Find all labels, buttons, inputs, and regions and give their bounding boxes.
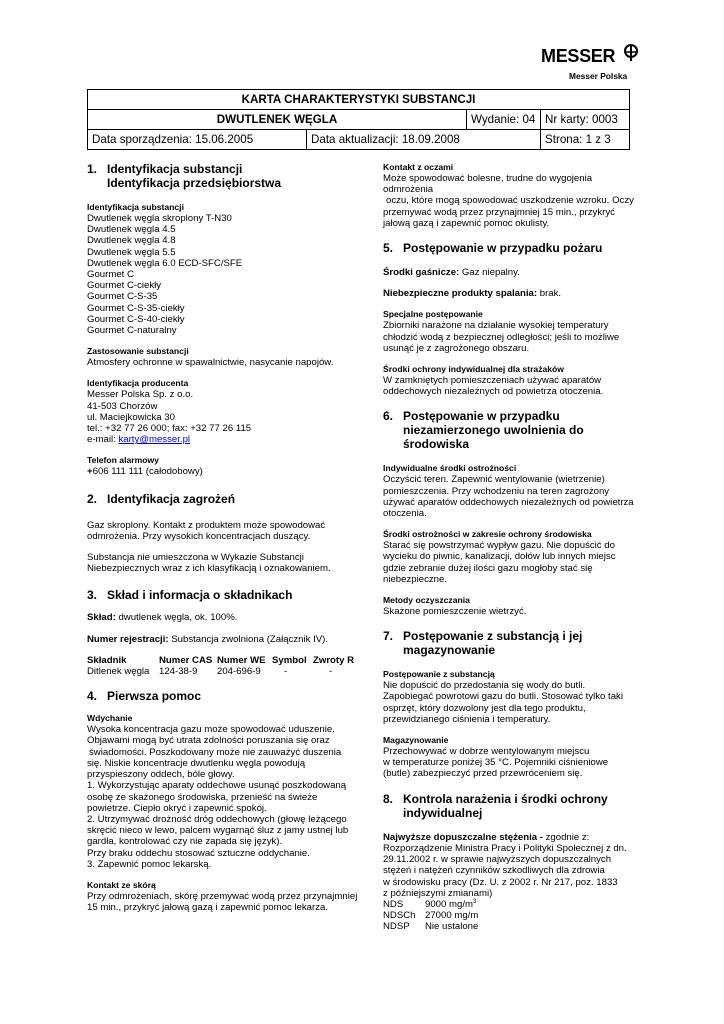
composition: Skład: dwutlenek węgla, ok. 100%. <box>87 612 238 624</box>
subheading: Zastosowanie substancji <box>87 346 189 357</box>
limit-row: NDSCh 27000 mg/m <box>383 910 479 922</box>
document-title: KARTA CHARAKTERYSTYKI SUBSTANCJI <box>88 90 630 110</box>
subheading: Identyfikacja producenta <box>87 378 189 389</box>
skin-contact-text: Przy odmrożeniach, skórę przemywać wodą przez przynajmniej 15 min., przykryć jałową gazą i zapewnić pomoc lekarza. <box>87 890 358 914</box>
subheading: Kontakt z oczami <box>383 162 454 172</box>
page-number: Strona: 1 z 3 <box>541 130 630 150</box>
subheading: Środki ochrony indywidualnej dla strażaków <box>383 364 564 375</box>
paragraph: Oczyścić teren. Zapewnić wentylowanie (wietrzenie) pomieszczenia. Przy wchodzeniu na teren zagrożony używać aparatów oddechowych niezależnych od powietrza otoczenia. <box>383 474 634 520</box>
email-link[interactable]: karty@messer.pl <box>118 434 191 446</box>
subheading: Postępowanie z substancją <box>383 669 495 680</box>
subheading: Metody oczyszczania <box>383 595 470 606</box>
right-column <box>383 162 645 933</box>
brand-name: MESSER <box>541 46 616 66</box>
components-table-row: Ditlenek węgla 124-38-9 204-696-9 - - <box>87 666 333 678</box>
paragraph: Gaz skroplony. Kontakt z produktem może spowodować odmrożenia. Przy wysokich koncentracjach duszący. <box>87 519 326 542</box>
paragraph: Zbiorniki narażone na działanie wysokiej temperatury chłodzić wodą z bezpiecznej odległości; jeśli to możliwe usunąć je z zagrożonego obszaru. <box>383 320 620 354</box>
inhalation-text: Wysoka koncentracja gazu może spowodować uduszenie. Objawami mogą być utrata zdolności poruszania się oraz świadomości. Poszkodowany może nie zauważyć duszenia się. Niskie koncentracje dwutlenku węgla powodują przyspieszony oddech, bóle głowy. 1. Wykorzystując aparaty oddechowe usunąć poszkodowaną osobę ze skażonego środowiska, przenieść na świeże powietrze. Ciepło okryć i zapewnić spokój. 2. Utrzymywać drożność dróg oddechowych (głowę leżącego skręcić nieco w lewo, palcem wygarnąć śluz z jamy ustnej lub gardła, kontrolować czy nie zapada się język). Przy braku oddechu stosować sztuczne oddychanie. 3. Zapewnić pomoc lekarską. <box>87 724 349 870</box>
exposure-limits-table <box>383 899 645 933</box>
section-1-heading: 1. Identyfikacja substancji Identyfikacja przedsiębiorstwa <box>87 162 282 190</box>
section-4-heading: 4. Pierwsza pomoc <box>87 689 202 704</box>
paragraph: Rozporządzenie Ministra Pracy i Polityki Społecznej z dn. 29.11.2002 r. w sprawie najwyższych dopuszczalnych stężeń i natężeń czynników szkodliwych dla zdrowia w środowisku pracy (Dz. U. z 2002 r. Nr 217, poz. 1833 z późniejszymi zmianami) <box>383 842 627 899</box>
registration: Numer rejestracji: Substancja zwolniona (Załącznik IV). <box>87 633 329 645</box>
exposure-limits-intro: Najwyższe dopuszczalne stężenia - zgodnie z: <box>383 831 590 843</box>
eye-contact-text: Może spowodować bolesne, trudne do wygojenia odmrożenia oczu, które mogą spowodować uszkodzenie wzroku. Oczy przemywać wodą przez przynajmniej 15 min., przykryć jałową gazą i zapewnić pomoc okulisty. <box>383 173 634 229</box>
subheading: Kontakt ze skórą <box>87 879 156 890</box>
section-8-heading: 8. Kontrola narażenia i środki ochrony indywidualnej <box>383 791 608 820</box>
limit-row: NDSP Nie ustalone <box>383 921 479 933</box>
date-created: Data sporządzenia: 15.06.2005 <box>88 130 307 150</box>
paragraph: Starać się powstrzymać wypływ gazu. Nie dopuścić do wycieku do piwnic, kanalizacji, dołów lub innych miejsc gdzie zebranie dużej ilości gazu mogłoby stać się niebezpieczne. <box>383 540 616 585</box>
paragraph: Skażone pomieszczenie wietrzyć. <box>383 606 527 618</box>
producer-address: Messer Polska Sp. z o.o. 41-503 Chorzów ul. Maciejkowicka 30 tel.: +32 77 26 000; fax: +32 77 26 115 e-mail: karty@messer.pl <box>87 389 252 446</box>
subheading: Środki ostrożności w zakresie ochrony środowiska <box>383 529 592 540</box>
subheading: Wdychanie <box>87 713 133 724</box>
date-updated: Data aktualizacji: 18.09.2008 <box>307 130 541 150</box>
paragraph: Atmosfery ochronne w spawalnictwie, nasycanie napojów. <box>87 357 334 369</box>
extinguishing-media: Środki gaśnicze: Gaz niepalny. <box>383 267 520 279</box>
subheading: Telefon alarmowy <box>87 455 159 466</box>
subheading: Specjalne postępowanie <box>383 309 483 320</box>
edition: Wydanie: 04 <box>467 110 541 130</box>
paragraph: Nie dopuścić do przedostania się wody do butli. Zapobiegać powrotowi gazu do butli. Stosować tylko taki osprzęt, który dozwolony jest dla tego produktu, przewidzianego ciśnienia i temperatury. <box>383 680 623 725</box>
substance-name: DWUTLENEK WĘGLA <box>88 110 467 130</box>
components-table-header: Składnik Numer CAS Numer WE Symbol Zwroty R <box>87 654 355 666</box>
paragraph: W zamkniętych pomieszczeniach używać aparatów oddechowych niezależnych od powietrza otoczenia. <box>383 375 604 398</box>
emergency-phone: +606 111 111 (całodobowy) <box>87 466 203 478</box>
paragraph: Przechowywać w dobrze wentylowanym miejscu w temperaturze poniżej 35 °C. Pojemniki ciśnieniowe (butle) zabezpieczyć przed przewróceniem się. <box>383 746 609 780</box>
card-number: Nr karty: 0003 <box>541 110 630 130</box>
document-header <box>87 89 630 150</box>
messer-emblem-icon <box>623 44 639 62</box>
section-2-heading: 2. Identyfikacja zagrożeń <box>87 491 236 506</box>
subheading: Indywidualne środki ostrożności <box>383 463 517 474</box>
section-3-heading: 3. Skład i informacja o składnikach <box>87 588 293 603</box>
combustion-products: Niebezpieczne produkty spalania: brak. <box>383 288 562 300</box>
brand-subtitle: Messer Polska <box>569 71 628 81</box>
paragraph: Substancja nie umieszczona w Wykazie Substancji Niebezpiecznych wraz z ich klasyfikacją i oznakowaniem. <box>87 552 331 575</box>
section-7-heading: 7. Postępowanie z substancją i jej magazynowanie <box>383 629 583 658</box>
subheading: Magazynowanie <box>383 735 449 746</box>
limit-row: NDS 9000 $mg/m^3$ <box>383 898 477 910</box>
messer-logo <box>541 44 637 81</box>
subheading: Identyfikacja substancji <box>87 202 184 212</box>
section-5-heading: 5. Postępowanie w przypadku pożaru <box>383 241 603 256</box>
product-list: Dwutlenek węgla skroplony T-N30 Dwutlenek węgla 4.5 Dwutlenek węgla 4.8 Dwutlenek węgla 5.5 Dwutlenek węgla 6.0 ECD-SFC/SFE Gourmet C Gourmet C-ciekły Gourmet C-S-35 Gourmet C-S-35-ciekły Gourmet C-S-40-ciekły Gourmet C-naturalny <box>87 213 243 337</box>
section-6-heading: 6. Postępowanie w przypadku niezamierzonego uwolnienia do środowiska <box>383 409 584 452</box>
left-column <box>87 162 365 913</box>
